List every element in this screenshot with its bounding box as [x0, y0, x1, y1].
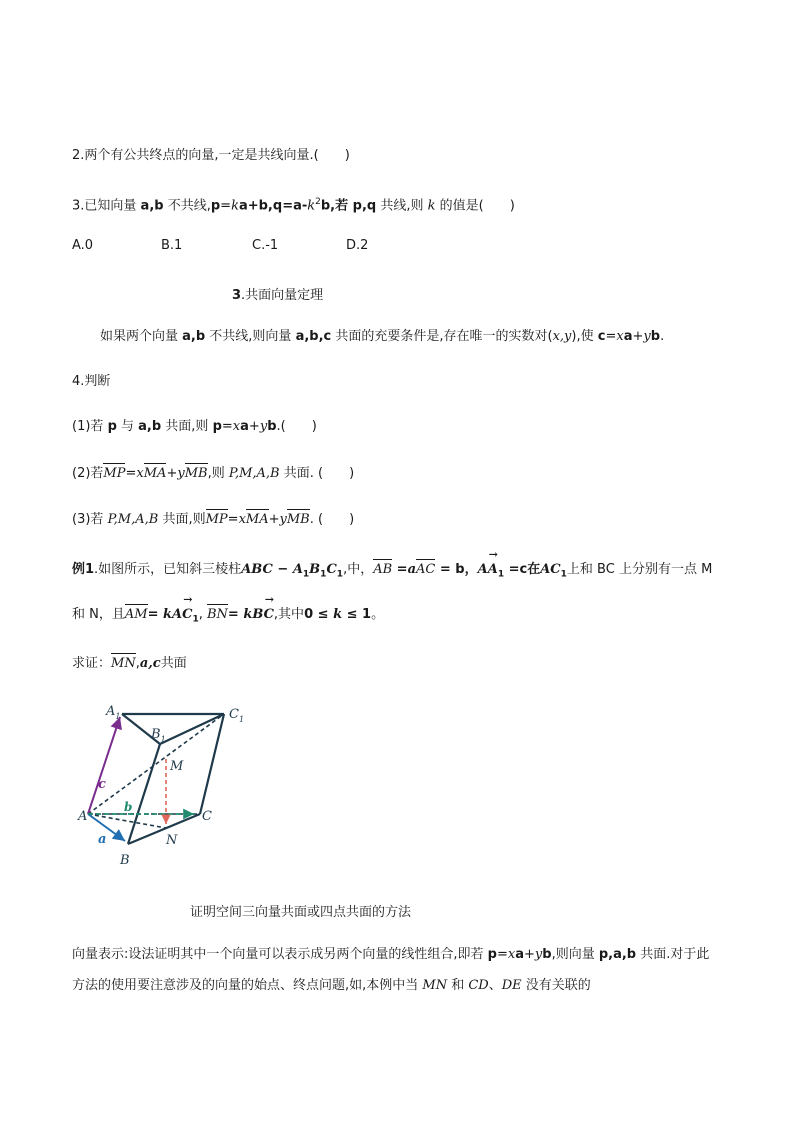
- example-1: 例1.如图所示，已知斜三棱柱ABC − $A_1B_1C_1$,中，AB =aAC = b，→ $AA_1 =c$在$AC_1$上和 BC 上分别有一点 M: [72, 556, 712, 584]
- label-a1: $A_1$: [106, 704, 121, 721]
- question-3: 3.已知向量 a,b 不共线$,p=ka+b,q=a-k^2b$,若 p,q 共线,则 k 的值是( ): [72, 197, 515, 214]
- question-2: 2.两个有公共终点的向量,一定是共线向量.( ): [72, 148, 350, 163]
- prove-statement: 求证：MN,a,c共面: [72, 652, 187, 673]
- choice-c: C.-1: [252, 238, 279, 253]
- theorem-text: 如果两个向量 a,b 不共线,则向量 a,b,c 共面的充要条件是,存在唯一的实数对(x,y),使 c=xa+yb.: [100, 329, 665, 344]
- label-b1: $B_1$: [151, 727, 166, 744]
- theorem-title: 3.共面向量定理: [232, 288, 324, 303]
- label-vec-a: a: [98, 832, 107, 847]
- label-c: C: [202, 809, 212, 824]
- edge-b-c: [128, 814, 200, 844]
- choice-a: A.0: [72, 238, 94, 253]
- choice-b: B.1: [161, 238, 183, 253]
- label-n: N: [166, 833, 178, 848]
- choice-d: D.2: [346, 238, 369, 253]
- edge-b1-b: [128, 744, 160, 844]
- method-title: 证明空间三向量共面或四点共面的方法: [190, 905, 412, 920]
- method-text: 向量表示:设法证明其中一个向量可以表示成另两个向量的线性组合,即若 p=xa+yb,则向量 p,a,b 共面.对于此: [72, 947, 710, 962]
- label-c1: $C_1$: [229, 707, 245, 724]
- question-4-title: 4.判断: [72, 374, 111, 389]
- judge-2: (2)若MP=xMA+yMB,则 P,M,A,B 共面. ( ): [72, 462, 354, 483]
- judge-1: (1)若 p 与 a,b 共面,则 p=xa+yb.( ): [72, 419, 317, 434]
- edge-b1-c1: [160, 714, 224, 744]
- edge-a-n-dashed: [88, 814, 166, 828]
- label-m: M: [170, 759, 184, 774]
- vector-c: [88, 717, 120, 814]
- label-a: A: [78, 809, 88, 824]
- method-text-cont: 方法的使用要注意涉及的向量的始点、终点问题,如,本例中当 MN 和 CD、DE 没有关联的: [72, 978, 591, 993]
- example-1-cont: 和 N，且$AM= k\to AC_1$, BN= k→ BC,其中0 ≤ k ≤ 1。: [72, 601, 384, 629]
- prism-figure: [76, 696, 256, 872]
- label-vec-c: c: [98, 777, 106, 792]
- label-vec-b: b: [124, 800, 133, 814]
- label-b: B: [120, 853, 130, 868]
- judge-3: (3)若 P,M,A,B 共面,则MP=xMA+yMB. ( ): [72, 508, 354, 529]
- vector-a: [88, 814, 125, 841]
